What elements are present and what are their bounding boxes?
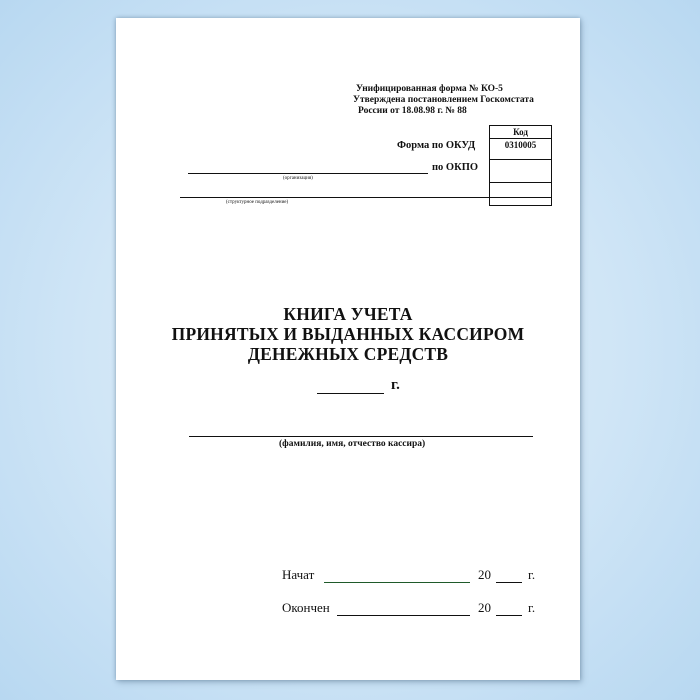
code-box xyxy=(489,125,552,206)
finished-year-line[interactable] xyxy=(496,615,522,616)
year-suffix: г. xyxy=(391,377,400,393)
okud-code-cell[interactable]: 0310005 xyxy=(490,139,551,160)
started-date-line[interactable] xyxy=(324,582,470,583)
finished-label: Окончен xyxy=(282,600,330,615)
subdivision-caption: (структурное подразделение) xyxy=(226,200,289,205)
cashier-name-line[interactable] xyxy=(189,436,533,437)
cashier-caption: (фамилия, имя, отчество кассира) xyxy=(279,439,426,449)
started-label: Начат xyxy=(282,567,315,582)
okpo-label: по ОКПО xyxy=(432,162,479,173)
subdivision-line[interactable] xyxy=(180,197,552,198)
finished-century: 20 xyxy=(478,600,491,615)
started-century: 20 xyxy=(478,567,491,582)
title-line3: ДЕНЕЖНЫХ СРЕДСТВ xyxy=(247,344,449,364)
form-sheet xyxy=(116,18,580,680)
okpo-code-cell[interactable] xyxy=(490,160,551,183)
finished-date-line[interactable] xyxy=(337,615,470,616)
finished-year-suffix: г. xyxy=(528,600,536,615)
organization-caption: (организация) xyxy=(283,176,313,181)
code-column-header: Код xyxy=(490,126,551,139)
started-year-suffix: г. xyxy=(528,567,536,582)
okud-label: Форма по ОКУД xyxy=(397,140,476,151)
started-year-line[interactable] xyxy=(496,582,522,583)
form-header-line1: Унифицированная форма № КО-5 xyxy=(356,84,503,94)
year-line[interactable] xyxy=(317,393,384,394)
organization-line[interactable] xyxy=(188,173,428,174)
title-line2: ПРИНЯТЫХ И ВЫДАННЫХ КАССИРОМ xyxy=(171,324,525,344)
title-line1: КНИГА УЧЕТА xyxy=(283,304,413,324)
form-header-line3: России от 18.08.98 г. № 88 xyxy=(358,106,467,116)
extra-code-cell[interactable] xyxy=(490,183,551,205)
form-header-line2: Утверждена постановлением Госкомстата xyxy=(353,95,534,105)
